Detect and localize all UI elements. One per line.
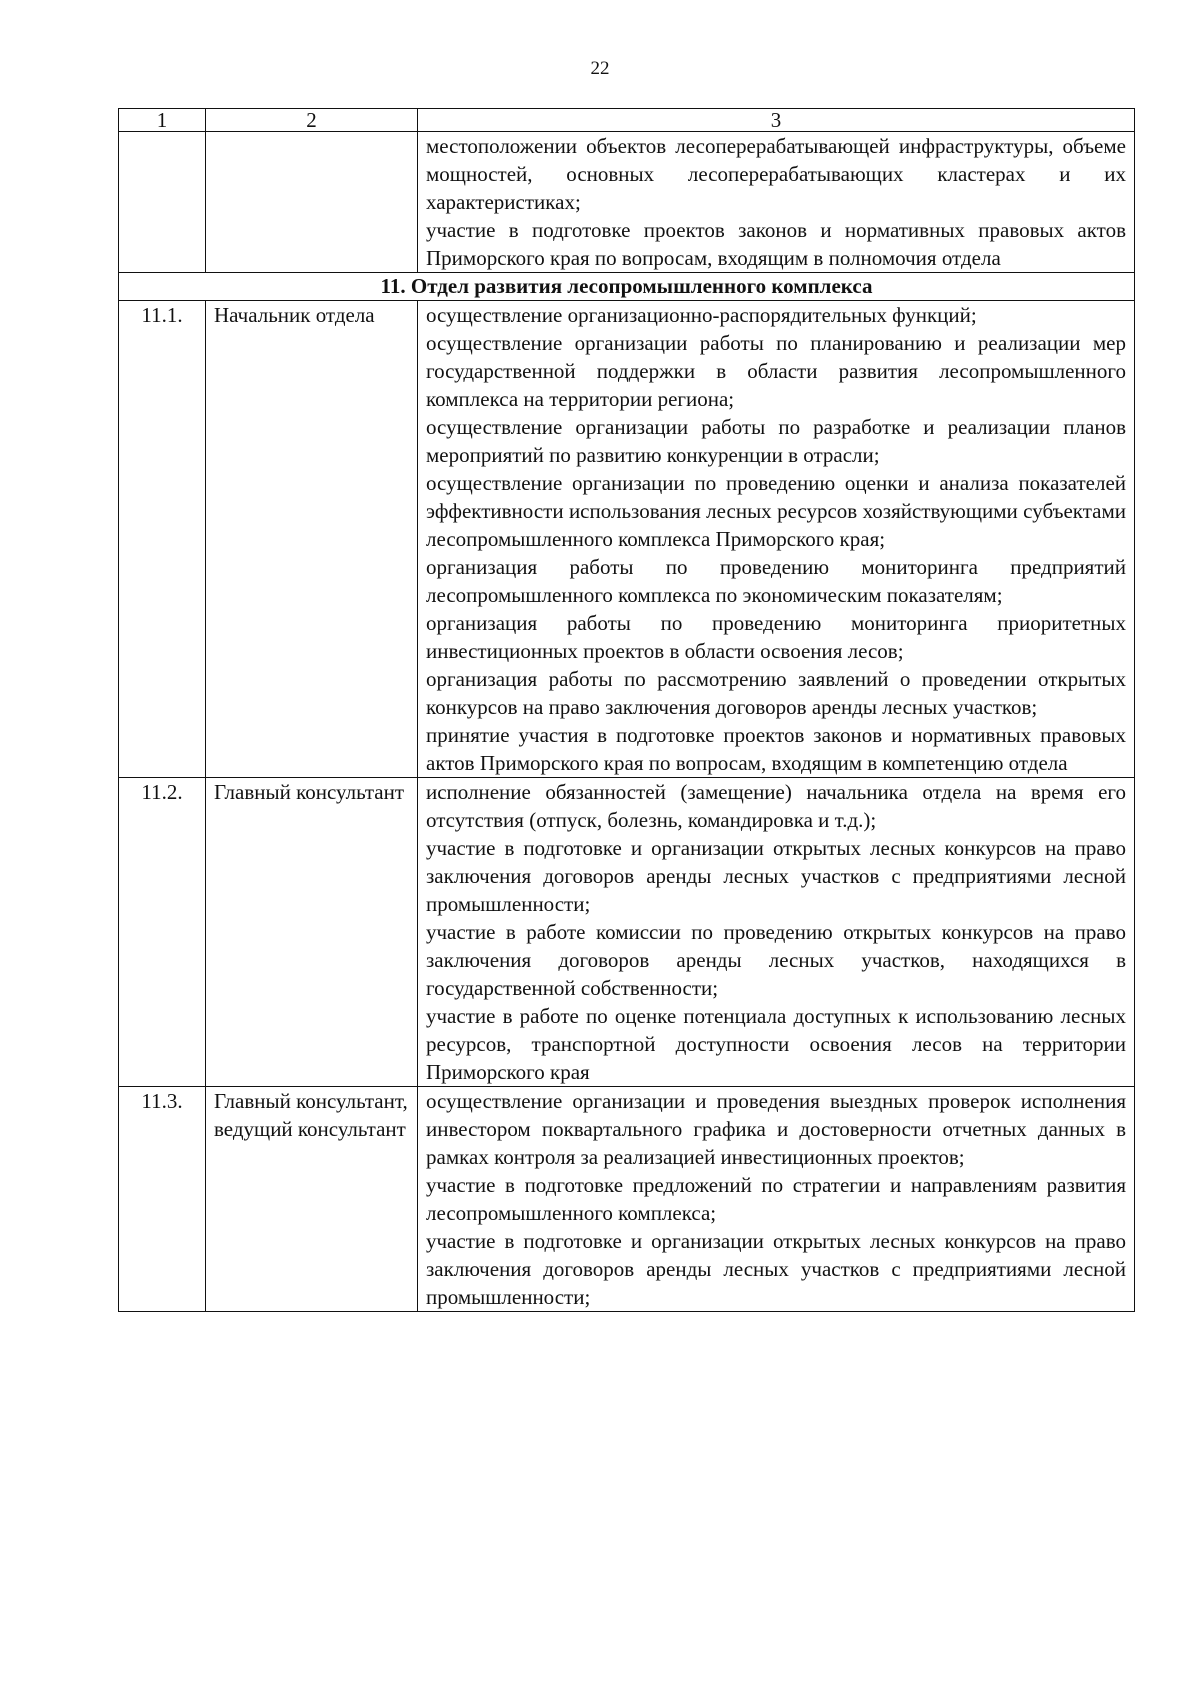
row-number: 11.1. <box>119 301 206 778</box>
duty-item: осуществление организации по проведению оценки и анализа показателей эффективности использования лесных ресурсов хозяйствующими субъектами лесопромышленного комплекса Приморского края; <box>426 471 1126 551</box>
duty-item: принятие участия в подготовке проектов законов и нормативных правовых актов Приморского края по вопросам, входящим в компетенцию отдела <box>426 723 1126 775</box>
duty-item: исполнение обязанностей (замещение) начальника отдела на время его отсутствия (отпуск, болезнь, командировка и т.д.); <box>426 780 1126 832</box>
duty-item: участие в работе комиссии по проведению открытых конкурсов на право заключения договоров аренды лесных участков, находящихся в государственной собственности; <box>426 920 1126 1000</box>
row-position-cell <box>206 132 418 273</box>
duty-item: осуществление организации работы по разработке и реализации планов мероприятий по развитию конкуренции в отрасли; <box>426 415 1126 467</box>
duty-item: участие в подготовке предложений по стратегии и направлениям развития лесопромышленного комплекса; <box>426 1173 1126 1225</box>
duty-item: осуществление организации работы по планированию и реализации мер государственной поддержки в области развития лесопромышленного комплекса на территории региона; <box>426 331 1126 411</box>
row-duties-cell <box>418 1087 1135 1312</box>
table-row <box>119 778 1135 1087</box>
table-header-row <box>119 109 1135 132</box>
row-position: Главный консультант, ведущий консультант <box>206 1087 418 1312</box>
section-header-row <box>119 273 1135 301</box>
table-row-continuation <box>119 132 1135 273</box>
row-duties-cell <box>418 301 1135 778</box>
duty-item: организация работы по проведению мониторинга приоритетных инвестиционных проектов в области освоения лесов; <box>426 611 1126 663</box>
duty-item: организация работы по проведению мониторинга предприятий лесопромышленного комплекса по экономическим показателям; <box>426 555 1126 607</box>
row-number-cell <box>119 132 206 273</box>
duty-item: участие в подготовке и организации открытых лесных конкурсов на право заключения договоров аренды лесных участков с предприятиями лесной промышленности; <box>426 1229 1126 1309</box>
duties-table <box>118 108 1135 1312</box>
duty-item: местоположении объектов лесоперерабатывающей инфраструктуры, объеме мощностей, основных лесоперерабатывающих кластерах и их характеристиках; <box>426 134 1126 214</box>
table-row <box>119 301 1135 778</box>
row-position: Главный консультант <box>206 778 418 1087</box>
page-number: 22 <box>590 58 610 79</box>
duty-item: осуществление организации и проведения выездных проверок исполнения инвестором поквартального графика и достоверности отчетных данных в рамках контроля за реализацией инвестиционных проектов; <box>426 1089 1126 1169</box>
column-header-2: 2 <box>206 109 418 132</box>
duty-item: участие в подготовке проектов законов и нормативных правовых актов Приморского края по вопросам, входящим в полномочия отдела <box>426 218 1126 270</box>
row-number: 11.2. <box>119 778 206 1087</box>
table-row <box>119 1087 1135 1312</box>
duty-item: участие в подготовке и организации открытых лесных конкурсов на право заключения договоров аренды лесных участков с предприятиями лесной промышленности; <box>426 836 1126 916</box>
row-duties-cell <box>418 132 1135 273</box>
column-header-1: 1 <box>119 109 206 132</box>
column-header-3: 3 <box>418 109 1135 132</box>
duty-item: осуществление организационно-распорядительных функций; <box>426 303 977 327</box>
duty-item: участие в работе по оценке потенциала доступных к использованию лесных ресурсов, транспортной доступности освоения лесов на территории Приморского края <box>426 1004 1126 1084</box>
duty-item: организация работы по рассмотрению заявлений о проведении открытых конкурсов на право заключения договоров аренды лесных участков; <box>426 667 1126 719</box>
row-duties-cell <box>418 778 1135 1087</box>
row-position: Начальник отдела <box>206 301 418 778</box>
section-title: 11. Отдел развития лесопромышленного комплекса <box>119 273 1135 301</box>
row-number: 11.3. <box>119 1087 206 1312</box>
